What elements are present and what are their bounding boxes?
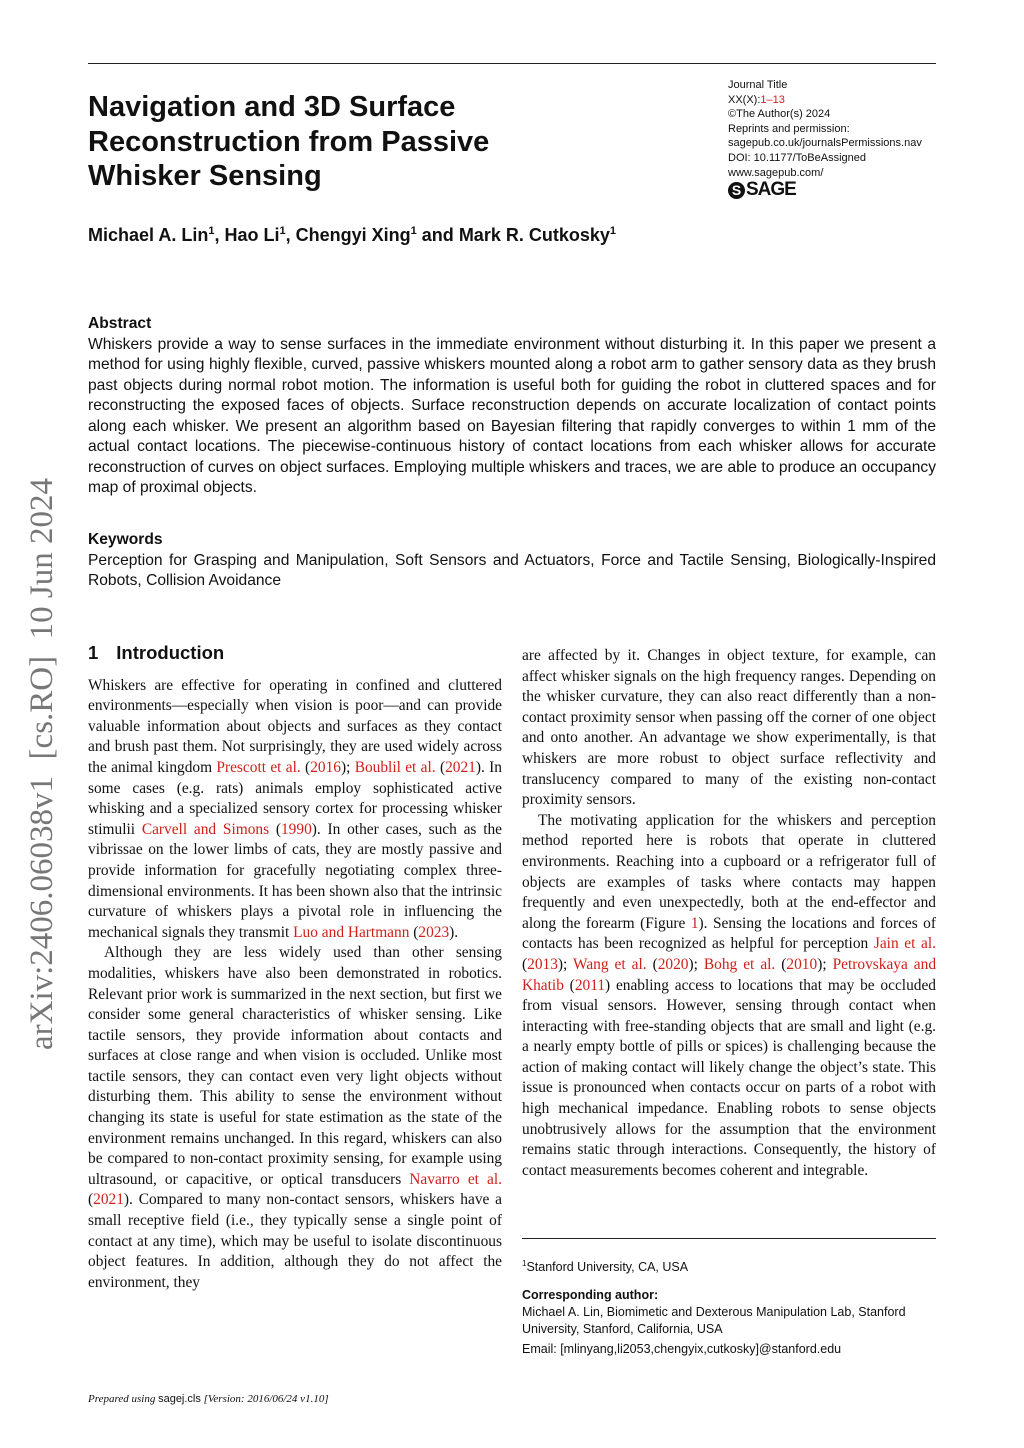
copyright: ©The Author(s) 2024 bbox=[728, 108, 831, 121]
text-run: ) enabling access to locations that may be occluded from visual sensors. However, sensing through contact when interacting with free-standing objects that are small and light (e.g. a nearly empty bottle of pills or spices) is challenging because the action of making contact will likely change the object’s state. This issue is pronounced when contacts occur on parts of a robot with high mechanical impedance. Enabling robots to sense objects unobtrusively allows for the assumption that the environment remains static through interactions. Consequently, the history of contact measurements becomes coherent and integrable. bbox=[522, 976, 936, 1179]
citation-link[interactable]: 2010 bbox=[786, 955, 818, 973]
citation-link[interactable]: Petrovskaya and Khatib bbox=[522, 955, 937, 994]
footer bbox=[88, 1393, 329, 1405]
affiliation-text: Stanford University, CA, USA bbox=[526, 1260, 689, 1275]
text-run: ). bbox=[449, 923, 459, 941]
text-run: ( bbox=[775, 955, 787, 973]
section-number: 1 bbox=[88, 642, 99, 663]
footer-prepared: Prepared using bbox=[88, 1393, 159, 1405]
author-separator: , bbox=[285, 225, 296, 245]
affiliation-footnote bbox=[522, 1255, 936, 1276]
journal-meta bbox=[728, 78, 922, 199]
text-run: The motivating application for the whiskers and perception method reported here is robots that operate in cluttered environments. Reaching into a cupboard or a refrigerator full of objects are examples of tasks where contacts may happen frequently and even unexpectedly, both at the end-effector and along the forearm (Figure bbox=[522, 811, 936, 932]
volume-prefix: XX(X): bbox=[728, 93, 761, 106]
journal-volume bbox=[728, 93, 922, 108]
footer-version: [Version: 2016/06/24 v1.10] bbox=[200, 1393, 329, 1405]
text-run: ( bbox=[88, 1191, 94, 1209]
keywords bbox=[88, 530, 936, 592]
text-run: ( bbox=[522, 955, 528, 973]
sage-logo-text: SAGE bbox=[746, 179, 796, 201]
author-affiliation: 1 bbox=[279, 225, 286, 237]
top-rule bbox=[88, 63, 936, 64]
abstract-heading: Abstract bbox=[88, 315, 152, 332]
citation-link[interactable]: 2020 bbox=[657, 955, 689, 973]
text-run: ). Sensing the locations and forces of contacts has been recognized as helpful for perception bbox=[522, 914, 937, 953]
author-name: Chengyi Xing bbox=[295, 225, 411, 245]
email: Email: [mlinyang,li2053,chengyix,cutkosky]@stanford.edu bbox=[522, 1342, 842, 1356]
sage-logo bbox=[728, 179, 922, 201]
text-run: ( bbox=[300, 758, 311, 776]
section-title: Introduction bbox=[116, 642, 225, 663]
journal-title: Journal Title bbox=[728, 79, 788, 91]
text-run: ). In other cases, such as the vibrissae on the lower limbs of cats, they are mostly passive and provide information for gracefully negotiating complex three-dimensional environments. It has been shown also that the intrinsic curvature of whiskers plays a pivotal role in influencing the mechanical signals they transmit bbox=[88, 820, 502, 941]
sage-s-icon: S bbox=[728, 182, 745, 199]
arxiv-stamp: arXiv:2406.06038v1 [cs.RO] 10 Jun 2024 bbox=[24, 478, 60, 1050]
corresponding-text: Michael A. Lin, Biomimetic and Dexterous Manipulation Lab, Stanford University, Stanford, California, USA bbox=[522, 1305, 906, 1336]
text-run: ); bbox=[688, 955, 704, 973]
author-separator: and bbox=[416, 225, 459, 245]
author-affiliation: 1 bbox=[208, 225, 215, 237]
citation-link[interactable]: Jain et al. bbox=[873, 935, 936, 953]
author-name: Hao Li bbox=[224, 225, 280, 245]
author-affiliation: 1 bbox=[410, 225, 417, 237]
citation-link[interactable]: 1990 bbox=[280, 820, 312, 838]
citation-link[interactable]: Luo and Hartmann bbox=[293, 923, 410, 941]
text-run: ); bbox=[340, 758, 355, 776]
citation-link[interactable]: 2011 bbox=[574, 976, 606, 994]
abstract bbox=[88, 314, 936, 499]
paragraph bbox=[522, 646, 936, 811]
abstract-text: Whiskers provide a way to sense surfaces in the immediate environment without disturbing it. In this paper we present a method for using highly flexible, curved, passive whiskers mounted along a robot arm to gather sensory data as they brush past objects during normal robot motion. The information is useful both for guiding the robot in cluttered spaces and for reconstructing the exposed faces of objects. Surface reconstruction depends on accurate localization of contact points along each whisker. We present an algorithm based on Bayesian filtering that rapidly converges to within 1 mm of the actual contact locations. The piecewise-continuous history of contact locations from each whisker allows for accurate reconstruction of curves on object surfaces. Employing multiple whiskers and traces, we are able to produce an occupancy map of proximal objects. bbox=[88, 335, 936, 496]
right-column bbox=[522, 646, 936, 1181]
corresponding-author bbox=[522, 1287, 936, 1358]
paragraph bbox=[522, 811, 936, 1182]
left-column bbox=[88, 643, 502, 1293]
text-run: Whiskers are effective for operating in confined and cluttered environments—especially when vision is poor—and can provide valuable information about objects and surfaces as they contact and brush past them. Not surprisingly, they are used widely across the animal kingdom bbox=[88, 676, 502, 776]
citation-link[interactable]: 2013 bbox=[527, 955, 558, 973]
paragraph bbox=[88, 676, 502, 944]
citation-link[interactable]: Carvell and Simons bbox=[141, 820, 270, 838]
text-run: ( bbox=[269, 820, 281, 838]
text-run: ); bbox=[817, 955, 833, 973]
text-run: ( bbox=[435, 758, 446, 776]
author-list bbox=[88, 225, 616, 246]
footer-cls: sagej.cls bbox=[158, 1393, 201, 1405]
section-heading bbox=[88, 643, 502, 664]
footnote-rule bbox=[522, 1238, 936, 1239]
affiliation-mark: 1 bbox=[522, 1259, 527, 1268]
keywords-text: Perception for Grasping and Manipulation, Soft Sensors and Actuators, Force and Tactile Sensing, Biologically-Inspired Robots, Collision Avoidance bbox=[88, 551, 936, 589]
author-name: Michael A. Lin bbox=[88, 225, 209, 245]
pages-link[interactable]: 1–13 bbox=[760, 93, 785, 106]
text-run: Although they are less widely used than other sensing modalities, whiskers have also been demonstrated in robotics. Relevant prior work is summarized in the next section, but first we consider some general characteristics of whisker sensing. Like tactile sensors, they provide information about contacts and surfaces at close range and when vision is occluded. Unlike most tactile sensors, they can contact even very light objects without disturbing them. This ability to sense the environment without changing its state is useful for state estimation as the state of the environment remains unchanged. In this regard, whiskers can also be compared to non-contact proximity sensing, for example using ultrasound, or capacitive, or optical transducers bbox=[88, 944, 502, 1188]
citation-link[interactable]: 2021 bbox=[93, 1191, 124, 1209]
permissions-url: sagepub.co.uk/journalsPermissions.nav bbox=[728, 137, 922, 150]
author-separator: , bbox=[214, 225, 225, 245]
paper-title: Navigation and 3D Surface Reconstruction from Passive Whisker Sensing bbox=[88, 91, 490, 192]
text-run: ( bbox=[646, 955, 658, 973]
citation-link[interactable]: 1 bbox=[690, 914, 699, 932]
citation-link[interactable]: Boublil et al. bbox=[354, 758, 436, 776]
keywords-heading: Keywords bbox=[88, 531, 163, 548]
reprints: Reprints and permission: bbox=[728, 122, 850, 135]
citation-link[interactable]: Prescott et al. bbox=[216, 758, 301, 776]
citation-link[interactable]: 2016 bbox=[310, 758, 341, 776]
citation-link[interactable]: Bohg et al. bbox=[703, 955, 776, 973]
text-run: ( bbox=[563, 976, 575, 994]
citation-link[interactable]: Wang et al. bbox=[573, 955, 647, 973]
text-run: ). In some cases (e.g. rats) animals employ sophisticated active whisking and a specialized sensory cortex for processing whisker stimulii bbox=[88, 758, 502, 838]
citation-link[interactable]: 2023 bbox=[418, 923, 450, 941]
citation-link[interactable]: Navarro et al. bbox=[409, 1170, 502, 1188]
doi: DOI: 10.1177/ToBeAssigned bbox=[728, 151, 866, 164]
text-run: ); bbox=[557, 955, 574, 973]
text-run: are affected by it. Changes in object texture, for example, can affect whisker signals on the high frequency ranges. Depending on the whisker curvature, they can also react differently than a non-contact proximity sensor when passing off the corner of one object and onto another. An advantage we show experimentally, is that whiskers are more robust to object surface reflectivity and translucency compared to many of the existing non-contact proximity sensors. bbox=[522, 647, 936, 809]
website: www.sagepub.com/ bbox=[728, 166, 824, 179]
author-affiliation: 1 bbox=[609, 225, 616, 237]
citation-link[interactable]: 2021 bbox=[445, 758, 476, 776]
corresponding-heading: Corresponding author: bbox=[522, 1288, 659, 1302]
text-run: ( bbox=[409, 923, 419, 941]
text-run: ). Compared to many non-contact sensors, whiskers have a small receptive field (i.e., they typically sense a single point of contact at any time), which may be useful to isolate discontinuous object features. In addition, although they do not affect the environment, they bbox=[88, 1191, 502, 1291]
paragraph bbox=[88, 943, 502, 1293]
author-name: Mark R. Cutkosky bbox=[458, 225, 610, 245]
